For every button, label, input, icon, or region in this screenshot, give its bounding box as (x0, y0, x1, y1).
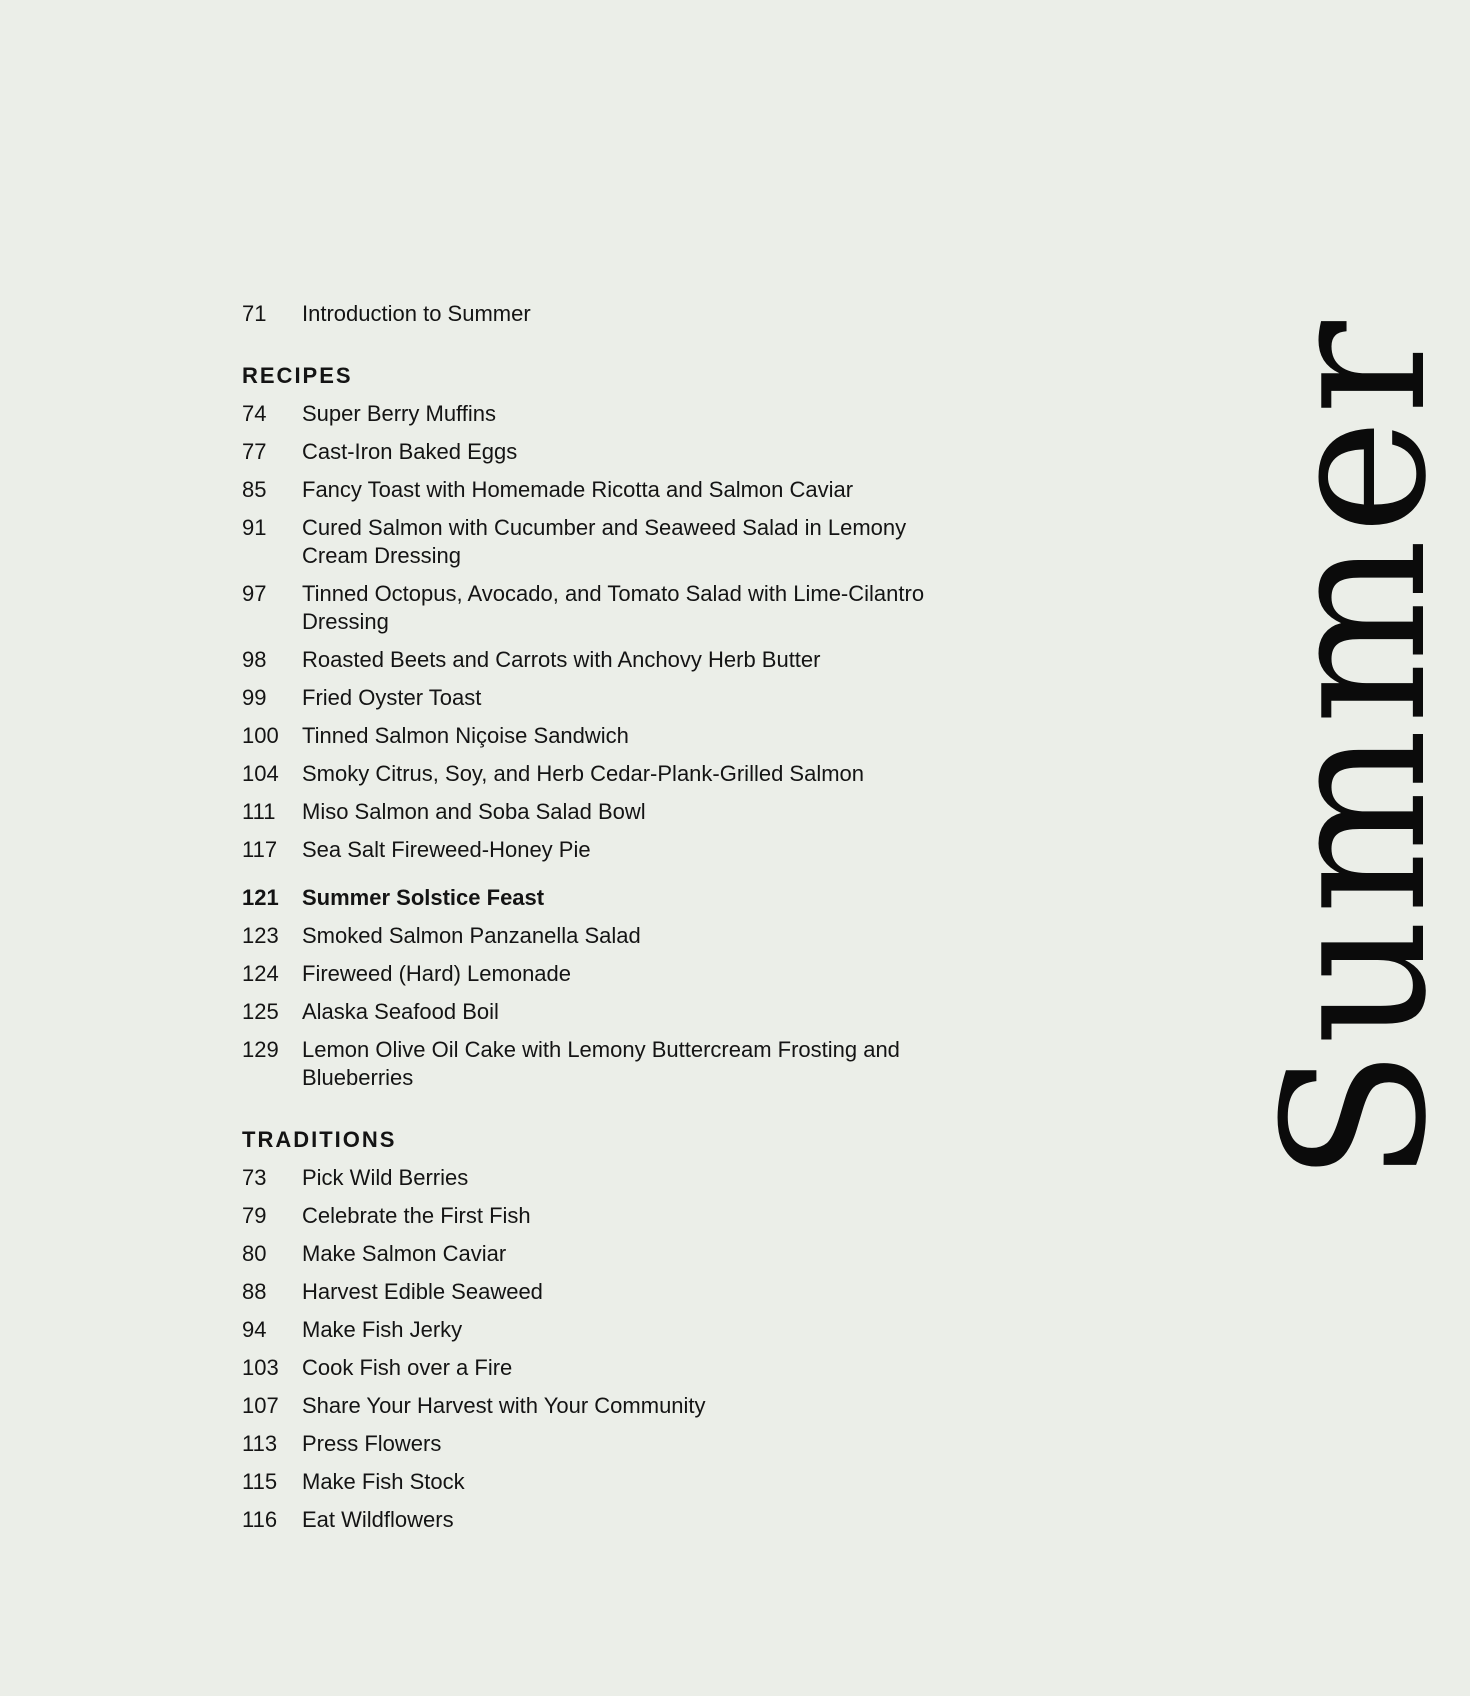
toc-entry (242, 1392, 942, 1420)
entry-title: Super Berry Muffins (302, 401, 497, 426)
entry-title: Cast-Iron Baked Eggs (302, 439, 518, 464)
page-number: 80 (242, 1241, 267, 1266)
toc-entry (242, 684, 942, 712)
page-number: 99 (242, 685, 267, 710)
entry-title: Harvest Edible Seaweed (302, 1279, 543, 1304)
toc-entry (242, 1468, 942, 1496)
page-number: 107 (242, 1393, 279, 1418)
page-number: 111 (242, 799, 276, 824)
toc-entry (242, 1278, 942, 1306)
page-number: 115 (242, 1469, 278, 1494)
entry-title: Celebrate the First Fish (302, 1203, 531, 1228)
toc-entry (242, 1430, 942, 1458)
entry-title: Fireweed (Hard) Lemonade (302, 961, 572, 986)
page-number: 121 (242, 885, 279, 910)
page-number: 116 (242, 1507, 278, 1532)
recipes-heading: RECIPES (242, 363, 353, 388)
feast-title: Summer Solstice Feast (302, 885, 545, 910)
toc-entry-feast (242, 884, 942, 912)
entry-title: Pick Wild Berries (302, 1165, 469, 1190)
entry-title: Fancy Toast with Homemade Ricotta and Salmon Caviar (302, 477, 854, 502)
toc-entry (242, 438, 942, 466)
toc-entry (242, 722, 942, 750)
entry-title: Lemon Olive Oil Cake with Lemony Buttercream Frosting and Blueberries (302, 1037, 900, 1090)
page-number: 71 (242, 301, 267, 326)
toc-entry (242, 1316, 942, 1344)
recipes-list (242, 400, 942, 1092)
toc-entry (242, 1164, 942, 1192)
entry-title: Cook Fish over a Fire (302, 1355, 513, 1380)
page-number: 125 (242, 999, 279, 1024)
page-number: 104 (242, 761, 279, 786)
page-number: 117 (242, 837, 278, 862)
page-number: 88 (242, 1279, 267, 1304)
entry-title: Introduction to Summer (302, 301, 531, 326)
page-number: 74 (242, 401, 267, 426)
toc-entry (242, 760, 942, 788)
toc-entry (242, 1036, 942, 1092)
page-number: 103 (242, 1355, 279, 1380)
toc-entry (242, 922, 942, 950)
entry-title: Sea Salt Fireweed-Honey Pie (302, 837, 591, 862)
entry-title: Smoky Citrus, Soy, and Herb Cedar-Plank-Grilled Salmon (302, 761, 865, 786)
entry-title: Share Your Harvest with Your Community (302, 1393, 706, 1418)
page-number: 91 (242, 515, 267, 540)
entry-title: Make Fish Stock (302, 1469, 465, 1494)
toc-entry (242, 836, 942, 864)
page-number: 100 (242, 723, 279, 748)
entry-title: Smoked Salmon Panzanella Salad (302, 923, 641, 948)
page-number: 77 (242, 439, 267, 464)
section-title-vertical: Summer (1242, 317, 1470, 1183)
entry-title: Alaska Seafood Boil (302, 999, 499, 1024)
table-of-contents (242, 300, 942, 1544)
entry-title: Cured Salmon with Cucumber and Seaweed Salad in Lemony Cream Dressing (302, 515, 907, 568)
entry-title: Make Fish Jerky (302, 1317, 463, 1342)
entry-title: Tinned Salmon Niçoise Sandwich (302, 723, 629, 748)
page-number: 97 (242, 581, 267, 606)
toc-entry (242, 1354, 942, 1382)
toc-entry (242, 960, 942, 988)
toc-entry (242, 1202, 942, 1230)
toc-entry (242, 580, 942, 636)
page-number: 129 (242, 1037, 279, 1062)
page-number: 85 (242, 477, 267, 502)
toc-entry (242, 1240, 942, 1268)
entry-title: Eat Wildflowers (302, 1507, 454, 1532)
toc-entry (242, 514, 942, 570)
toc-entry (242, 998, 942, 1026)
page-number: 73 (242, 1165, 267, 1190)
entry-title: Miso Salmon and Soba Salad Bowl (302, 799, 646, 824)
toc-entry (242, 1506, 942, 1534)
toc-entry (242, 798, 942, 826)
entry-title: Fried Oyster Toast (302, 685, 482, 710)
toc-entry-introduction (242, 300, 942, 328)
traditions-heading: TRADITIONS (242, 1127, 397, 1152)
toc-entry (242, 476, 942, 504)
page-number: 79 (242, 1203, 267, 1228)
toc-entry (242, 646, 942, 674)
page-number: 124 (242, 961, 279, 986)
page-number: 98 (242, 647, 267, 672)
page-number: 94 (242, 1317, 267, 1342)
toc-entry (242, 400, 942, 428)
page-number: 123 (242, 923, 279, 948)
entry-title: Tinned Octopus, Avocado, and Tomato Salad with Lime-Cilantro Dressing (302, 581, 925, 634)
entry-title: Press Flowers (302, 1431, 442, 1456)
entry-title: Roasted Beets and Carrots with Anchovy Herb Butter (302, 647, 821, 672)
traditions-list (242, 1164, 942, 1534)
page-number: 113 (242, 1431, 278, 1456)
entry-title: Make Salmon Caviar (302, 1241, 507, 1266)
